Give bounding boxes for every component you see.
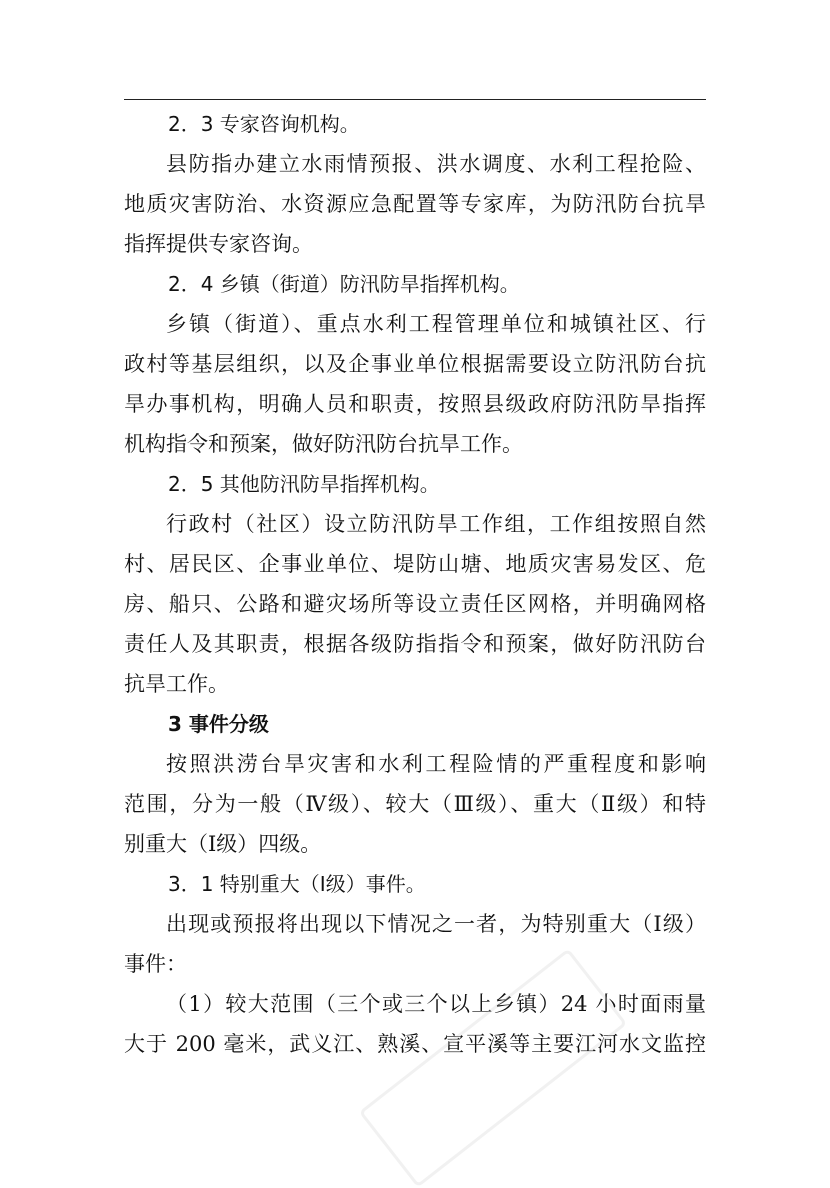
paragraph-line: 事件： — [124, 952, 187, 976]
section-heading: 2．5 其他防汛防旱指挥机构。 — [168, 472, 440, 496]
paragraph-line: 抗旱工作。 — [124, 672, 229, 696]
paragraph-line: 行政村（社区）设立防汛防旱工作组，工作组按照自然 — [166, 512, 706, 536]
paragraph-line: 指挥提供专家咨询。 — [124, 232, 313, 256]
paragraph-line: 房、船只、公路和避灾场所等设立责任区网格，并明确网格 — [124, 592, 706, 616]
document-body — [124, 104, 706, 1064]
section-heading: 2．3 专家咨询机构。 — [168, 112, 360, 136]
paragraph-line: 范围，分为一般（Ⅳ级）、较大（Ⅲ级）、重大（Ⅱ级）和特 — [124, 792, 706, 816]
chapter-heading: 3 事件分级 — [168, 712, 269, 736]
paragraph-line: 别重大（Ⅰ级）四级。 — [124, 832, 322, 856]
section-heading: 3．1 特别重大（Ⅰ级）事件。 — [168, 872, 426, 896]
paragraph-line: 地质灾害防治、水资源应急配置等专家库，为防汛防台抗旱 — [124, 192, 706, 216]
paragraph-line: 县防指办建立水雨情预报、洪水调度、水利工程抢险、 — [166, 152, 706, 176]
paragraph-line: 出现或预报将出现以下情况之一者，为特别重大（Ⅰ级） — [166, 912, 706, 936]
paragraph-line: （1）较大范围（三个或三个以上乡镇）24 小时面雨量 — [166, 992, 706, 1016]
header-rule — [124, 99, 706, 100]
paragraph-line: 乡镇（街道）、重点水利工程管理单位和城镇社区、行 — [166, 312, 706, 336]
section-heading: 2．4 乡镇（街道）防汛防旱指挥机构。 — [168, 272, 520, 296]
paragraph-line: 政村等基层组织，以及企事业单位根据需要设立防汛防台抗 — [124, 352, 706, 376]
paragraph-line: 旱办事机构，明确人员和职责，按照县级政府防汛防旱指挥 — [124, 392, 706, 416]
paragraph-line: 村、居民区、企事业单位、堤防山塘、地质灾害易发区、危 — [124, 552, 706, 576]
paragraph-line: 按照洪涝台旱灾害和水利工程险情的严重程度和影响 — [166, 752, 706, 776]
paragraph-line: 机构指令和预案，做好防汛防台抗旱工作。 — [124, 432, 523, 456]
paragraph-line: 大于 200 毫米，武义江、熟溪、宣平溪等主要江河水文监控 — [124, 1032, 706, 1056]
paragraph-line: 责任人及其职责，根据各级防指指令和预案，做好防汛防台 — [124, 632, 706, 656]
